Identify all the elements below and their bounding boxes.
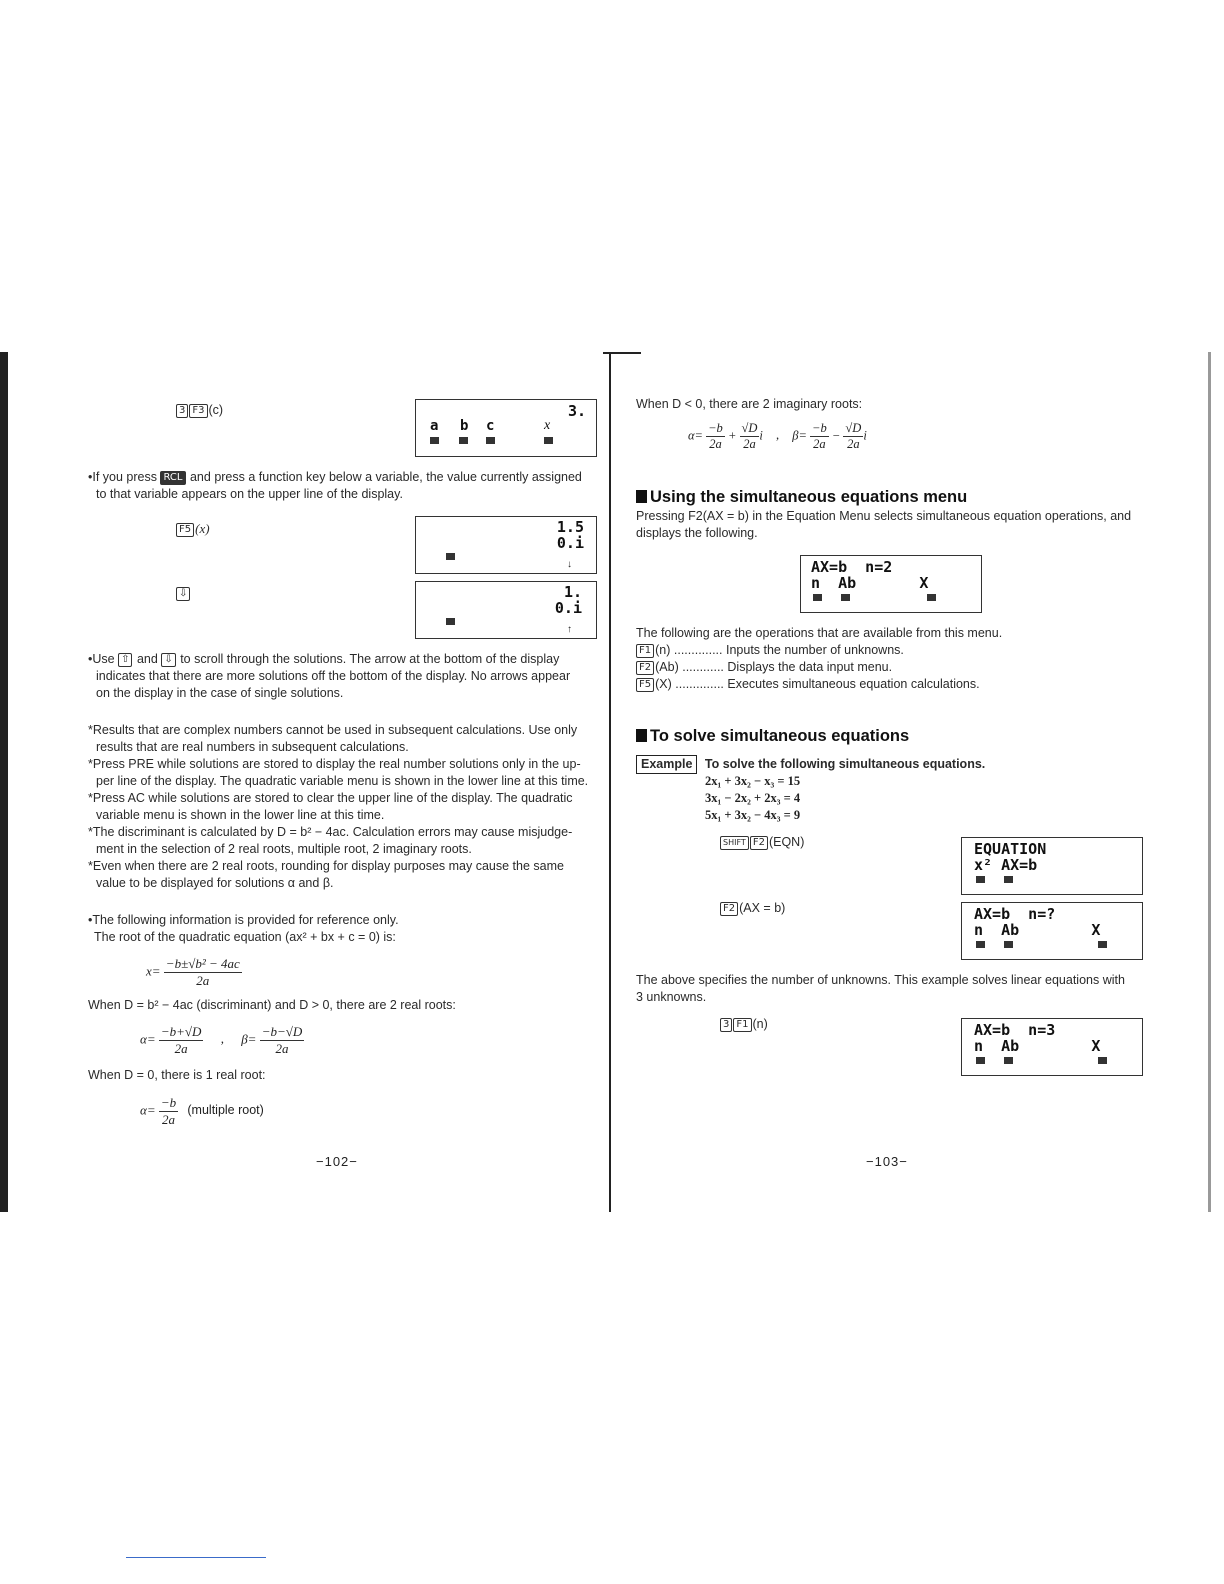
lcd-ax-line2: n Ab X <box>974 921 1101 939</box>
beta-fraction <box>260 1024 305 1057</box>
note-line: variable menu is shown in the lower line at this time. <box>96 808 385 822</box>
square-bullet-icon <box>636 729 647 742</box>
beta-den: 2a <box>275 1041 289 1056</box>
lcd-n3-line2: n Ab X <box>974 1037 1101 1055</box>
lcd-label-b: b <box>460 418 469 434</box>
bullet-scroll <box>88 651 603 702</box>
lcd-n3-line1: AX=b n=3 <box>974 1021 1056 1039</box>
f1-marker <box>976 1057 985 1064</box>
im-den: 2a <box>709 437 722 451</box>
alpha-fraction <box>159 1024 204 1057</box>
formula-lhs: x= <box>146 963 161 979</box>
f2-marker <box>459 437 468 444</box>
ops-intro: The following are the operations that are available from this menu. <box>636 626 1003 640</box>
key-f1[interactable]: F1 <box>733 1018 751 1032</box>
im-beta-lhs: β= <box>792 428 807 443</box>
step-a-label: (EQN) <box>768 835 805 849</box>
bullet2-text-a: •Use <box>88 652 115 666</box>
im-alpha-lhs: α= <box>688 428 703 443</box>
bullet2-text-e: on the display in the case of single solutions. <box>96 686 344 700</box>
negative-disc-line: When D < 0, there are 2 imaginary roots: <box>636 397 863 411</box>
lcd-menu1-line2: n Ab X <box>811 574 929 592</box>
im-den: 2a <box>813 437 826 451</box>
down-arrow-icon: ↓ <box>567 559 572 570</box>
f2-marker <box>1004 1057 1013 1064</box>
f2-marker <box>841 594 850 601</box>
f1-marker <box>976 876 985 883</box>
im-i: i <box>759 428 763 443</box>
im-den: 2a <box>743 437 756 451</box>
heading2-text: To solve simultaneous equations <box>650 727 910 745</box>
im-num: √D <box>741 421 758 435</box>
op-row-n <box>636 642 1196 659</box>
bullet2-text-d: indicates that there are more solutions off the bottom of the display. No arrows appear <box>96 669 571 683</box>
above-specifies-para <box>636 972 1196 1006</box>
f1-marker <box>813 594 822 601</box>
lcd-value: 3. <box>567 402 586 420</box>
step-c-label: (n) <box>752 1017 768 1031</box>
lcd-menu-n2 <box>800 555 982 613</box>
key-f1[interactable]: F1 <box>636 644 654 658</box>
im-frac-4 <box>843 421 863 452</box>
f5-marker <box>446 553 455 560</box>
op-desc: Executes simultaneous equation calculations. <box>727 677 980 691</box>
reference-intro <box>88 912 603 946</box>
bullet2-text-c: to scroll through the solutions. The arrow at the bottom of the display <box>180 652 560 666</box>
mult-lhs: α= <box>140 1102 156 1118</box>
f5-marker <box>446 618 455 625</box>
mult-fraction <box>159 1095 178 1128</box>
key-rcl[interactable]: RCL <box>160 471 185 485</box>
key-up-arrow-icon[interactable]: ⇧ <box>118 653 132 667</box>
step2-label: (x) <box>195 521 210 536</box>
equation-line: 5x₁ + 3x₂ − 4x₃ = 9 <box>705 808 801 822</box>
key-f3[interactable]: F3 <box>189 404 207 418</box>
alpha-lhs: α= <box>140 1031 156 1047</box>
left-binding-bar <box>0 352 8 1212</box>
section-heading-simultaneous-menu <box>636 488 967 507</box>
discriminant-line: When D = b² − 4ac (discriminant) and D > 0, there are 2 real roots: <box>88 998 456 1012</box>
im-plus: + <box>727 428 737 443</box>
im-minus: − <box>831 428 841 443</box>
example-header <box>636 755 985 774</box>
lcd2-line2: 0.i <box>556 534 584 552</box>
lcd3-line1: 1. <box>563 583 582 601</box>
example-title: To solve the following simultaneous equations. <box>704 757 986 771</box>
lcd-equation-menu <box>961 837 1143 895</box>
step-b-label: (AX = b) <box>739 901 786 915</box>
note-line: *Press PRE while solutions are stored to display the real number solutions only in the up- <box>88 757 581 771</box>
op-dots: .............. <box>671 677 724 691</box>
above-line1: The above specifies the number of unknowns. This example solves linear equations with <box>636 973 1125 987</box>
para1-line1: Pressing F2(AX = b) in the Equation Menu selects simultaneous equation operations, and <box>636 509 1132 523</box>
formula-fraction <box>164 956 242 989</box>
op-label: (X) <box>655 677 672 691</box>
op-desc: Inputs the number of unknowns. <box>725 643 904 657</box>
lcd-eq-line1: EQUATION <box>974 840 1047 858</box>
key-shift[interactable]: SHIFT <box>720 836 749 850</box>
op-row-ab <box>636 659 1196 676</box>
beta-num: −b−√D <box>261 1024 303 1039</box>
mult-note: (multiple root) <box>187 1103 264 1118</box>
note-line: ment in the selection of 2 real roots, multiple root, 2 imaginary roots. <box>96 842 472 856</box>
note-line: *Results that are complex numbers cannot be used in subsequent calculations. Use only <box>88 723 578 737</box>
key-down-arrow-icon[interactable]: ⇩ <box>161 653 175 667</box>
lcd-ax-line1: AX=b n=? <box>974 905 1056 923</box>
lcd3-line2: 0.i <box>554 599 582 617</box>
note-line: per line of the display. The quadratic variable menu is shown in the lower line at this time. <box>96 774 589 788</box>
lcd-label-a: a <box>430 418 439 434</box>
equation-line: 2x₁ + 3x₂ − x₃ = 15 <box>705 774 801 788</box>
page-number-left: −102− <box>316 1154 358 1169</box>
alpha-num: −b+√D <box>160 1024 202 1039</box>
quadratic-formula <box>146 956 242 989</box>
bullet-recall <box>88 469 603 503</box>
note-line: *Press AC while solutions are stored to clear the upper line of the display. The quadratic <box>88 791 573 805</box>
ref-line2: The root of the quadratic equation (ax² + bx + c = 0) is: <box>94 930 396 944</box>
section-heading-solve <box>636 727 909 746</box>
para1-line2: displays the following. <box>636 526 758 540</box>
example-tag: Example <box>636 755 697 774</box>
op-label: (n) <box>655 643 671 657</box>
op-row-x <box>636 676 1196 693</box>
center-binding-bar <box>609 352 611 1212</box>
alpha-den: 2a <box>174 1041 188 1056</box>
lcd-display-abcx <box>415 399 597 457</box>
im-i: i <box>863 428 867 443</box>
key-f2[interactable]: F2 <box>750 836 768 850</box>
f5-marker <box>1098 941 1107 948</box>
op-dots: ............ <box>678 660 724 674</box>
formula-den: 2a <box>196 973 210 988</box>
im-frac-1 <box>706 421 725 452</box>
op-label: (Ab) <box>655 660 679 674</box>
key-f5[interactable]: F5 <box>176 523 194 537</box>
bullet2-text-b: and <box>136 652 158 666</box>
real-roots-formula: α= $\frac{-b+√D}{2a}$ , β= $\frac{-b-√D}{2a}$ <box>140 1024 303 1056</box>
mult-num: −b <box>160 1095 177 1110</box>
heading1-text: Using the simultaneous equations menu <box>650 488 968 506</box>
equation-system <box>705 773 800 824</box>
key-f5[interactable]: F5 <box>636 678 654 692</box>
im-frac-3 <box>810 421 829 452</box>
im-den: 2a <box>847 437 860 451</box>
lcd2-line1: 1.5 <box>556 518 584 536</box>
above-line2: 3 unknowns. <box>636 990 707 1004</box>
ops-list <box>636 642 1196 693</box>
key-f2[interactable]: F2 <box>720 902 738 916</box>
lcd-label-c: c <box>486 418 495 434</box>
lcd-menu1-line1: AX=b n=2 <box>811 558 893 576</box>
f2-marker <box>1004 941 1013 948</box>
lcd-ax-n3 <box>961 1018 1143 1076</box>
im-num: −b <box>708 421 723 435</box>
bullet1-text-b: and press a function key below a variable, the value currently assigned <box>189 470 582 484</box>
f5-marker <box>1098 1057 1107 1064</box>
multiple-root-formula <box>140 1095 264 1128</box>
key-3[interactable]: 3 <box>176 404 188 418</box>
page-number-right: −103− <box>866 1154 908 1169</box>
f1-marker <box>976 941 985 948</box>
bullet1-text-a: •If you press <box>88 470 157 484</box>
lcd-display-x-value <box>415 516 597 574</box>
lcd-label-x: x <box>544 418 551 433</box>
f5-marker <box>544 437 553 444</box>
formula-num: −b±√b² − 4ac <box>165 956 240 971</box>
lcd-ax-n-prompt <box>961 902 1143 960</box>
step-c-keystroke <box>720 1016 768 1033</box>
imaginary-roots-formula: α= $\frac{-b}{2a}$ + $\frac{√D}{2a}$ i , β= $\frac{-b}{2a}$ − $\frac{√D}{2a}$ i <box>688 421 867 451</box>
menu-intro-para <box>636 508 1196 542</box>
lcd-eq-line2: x² AX=b <box>974 856 1038 874</box>
zero-disc-line: When D = 0, there is 1 real root: <box>88 1068 266 1082</box>
note-line: results that are real numbers in subsequent calculations. <box>96 740 409 754</box>
center-binding-tick <box>603 352 641 354</box>
op-desc: Displays the data input menu. <box>727 660 893 674</box>
im-frac-2 <box>740 421 763 452</box>
f1-marker <box>430 437 439 444</box>
f3-marker <box>486 437 495 444</box>
step1-label: (c) <box>208 403 224 417</box>
f5-marker <box>927 594 936 601</box>
f2-marker <box>1004 876 1013 883</box>
square-bullet-icon <box>636 490 647 503</box>
step2-keystroke <box>176 520 210 538</box>
step-a-keystroke <box>720 834 804 851</box>
mult-den: 2a <box>162 1112 175 1127</box>
note-line: value to be displayed for solutions α and β. <box>96 876 334 890</box>
ref-line1: •The following information is provided for reference only. <box>88 913 399 927</box>
note-line: *Even when there are 2 real roots, rounding for display purposes may cause the same <box>88 859 564 873</box>
op-dots: .............. <box>670 643 723 657</box>
equation-line: 3x₁ − 2x₂ + 2x₃ = 4 <box>705 791 801 805</box>
notes-list <box>88 722 603 892</box>
step1-keystroke <box>176 402 223 419</box>
key-down-arrow[interactable]: ⇩ <box>176 587 190 601</box>
lcd-display-next-solution <box>415 581 597 639</box>
key-3[interactable]: 3 <box>720 1018 732 1032</box>
bullet1-text-c: to that variable appears on the upper line of the display. <box>96 487 403 501</box>
im-num: √D <box>845 421 862 435</box>
up-arrow-icon: ↑ <box>567 624 572 635</box>
step3-keystroke <box>176 585 191 602</box>
im-num: −b <box>812 421 827 435</box>
step-b-keystroke <box>720 900 785 917</box>
beta-lhs: β= <box>241 1031 257 1047</box>
key-f2[interactable]: F2 <box>636 661 654 675</box>
note-line: *The discriminant is calculated by D = b² − 4ac. Calculation errors may cause misjudge- <box>88 825 573 839</box>
footer-rule <box>126 1557 266 1558</box>
right-edge-bar <box>1208 352 1211 1212</box>
